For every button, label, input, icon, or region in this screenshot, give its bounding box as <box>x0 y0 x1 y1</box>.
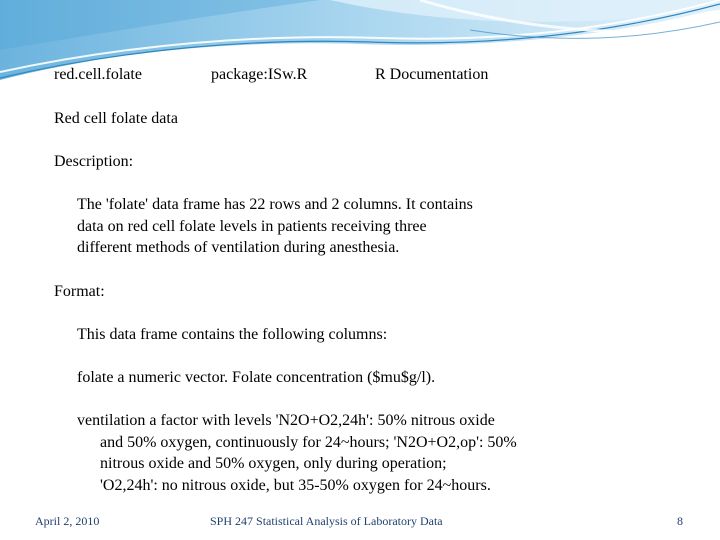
footer-date: April 2, 2010 <box>35 514 100 528</box>
description-line: different methods of ventilation during anesthesia. <box>77 239 400 256</box>
ventilation-line: nitrous oxide and 50% oxygen, only during operation; <box>100 455 447 472</box>
package-name: package:ISw.R <box>211 66 308 83</box>
page-title: Red cell folate data <box>54 110 178 127</box>
description-line: The 'folate' data frame has 22 rows and 2 columns. It contains <box>77 196 473 213</box>
footer-course: SPH 247 Statistical Analysis of Laboratory Data <box>210 514 443 528</box>
folate-column-description: folate a numeric vector. Folate concentration ($mu$g/l). <box>77 369 436 386</box>
ventilation-column-description <box>77 410 517 496</box>
ventilation-line: ventilation a factor with levels 'N2O+O2,24h': 50% nitrous oxide <box>77 412 495 429</box>
format-heading: Format: <box>54 283 105 300</box>
footer-page-number: 8 <box>677 514 683 528</box>
description-heading: Description: <box>54 153 134 170</box>
ventilation-line: and 50% oxygen, continuously for 24~hours; 'N2O+O2,op': 50% <box>100 433 517 451</box>
description-line: data on red cell folate levels in patients receiving three <box>77 217 427 235</box>
format-intro: This data frame contains the following columns: <box>77 326 388 343</box>
doc-type: R Documentation <box>375 66 489 83</box>
ventilation-line: 'O2,24h': no nitrous oxide, but 35-50% oxygen for 24~hours. <box>100 476 491 494</box>
topic-name: red.cell.folate <box>54 66 142 83</box>
description-body <box>77 194 473 259</box>
